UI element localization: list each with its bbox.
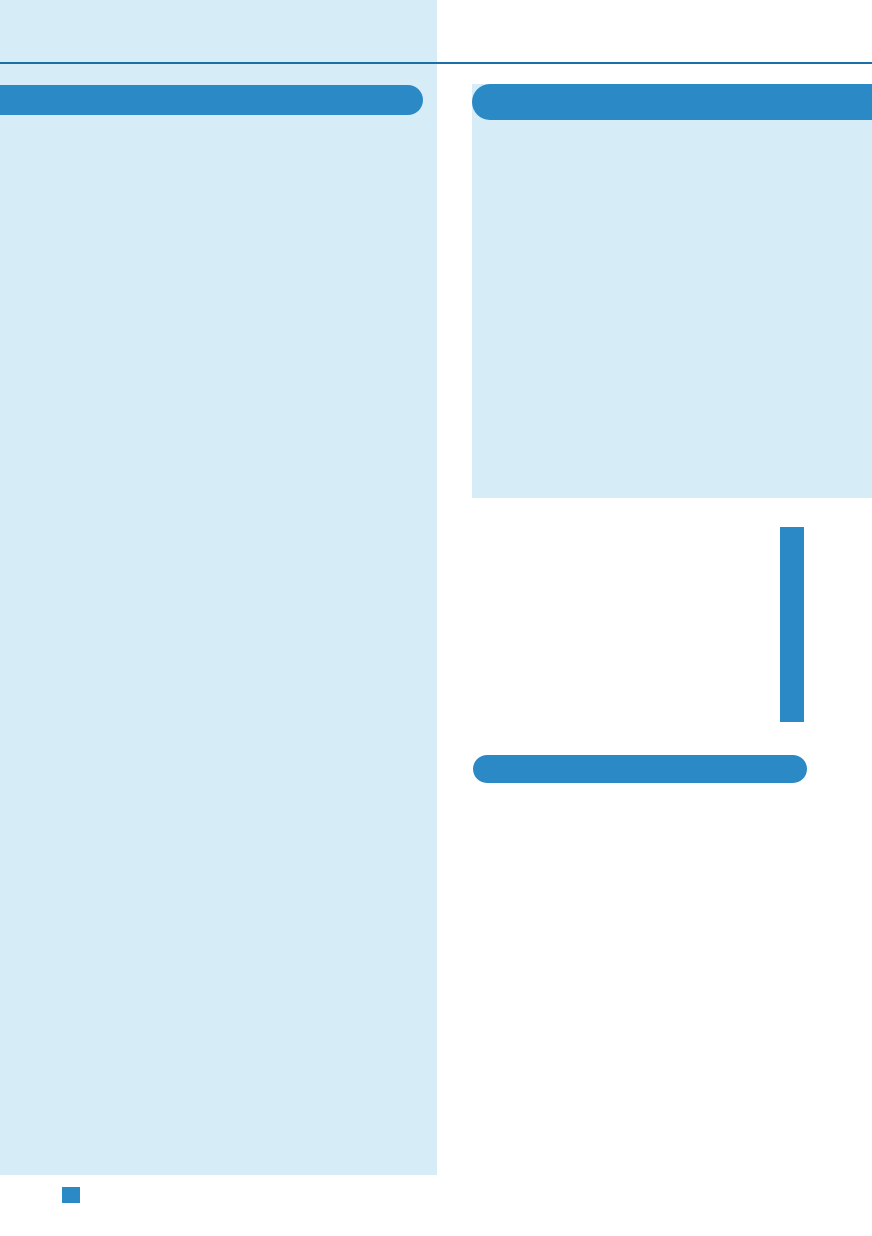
footer [62, 1187, 86, 1206]
explanation-label [780, 527, 804, 722]
bar-chart-title [473, 755, 807, 783]
explanation-box [480, 527, 804, 722]
explanation-text [480, 527, 775, 722]
page-number [62, 1187, 80, 1203]
